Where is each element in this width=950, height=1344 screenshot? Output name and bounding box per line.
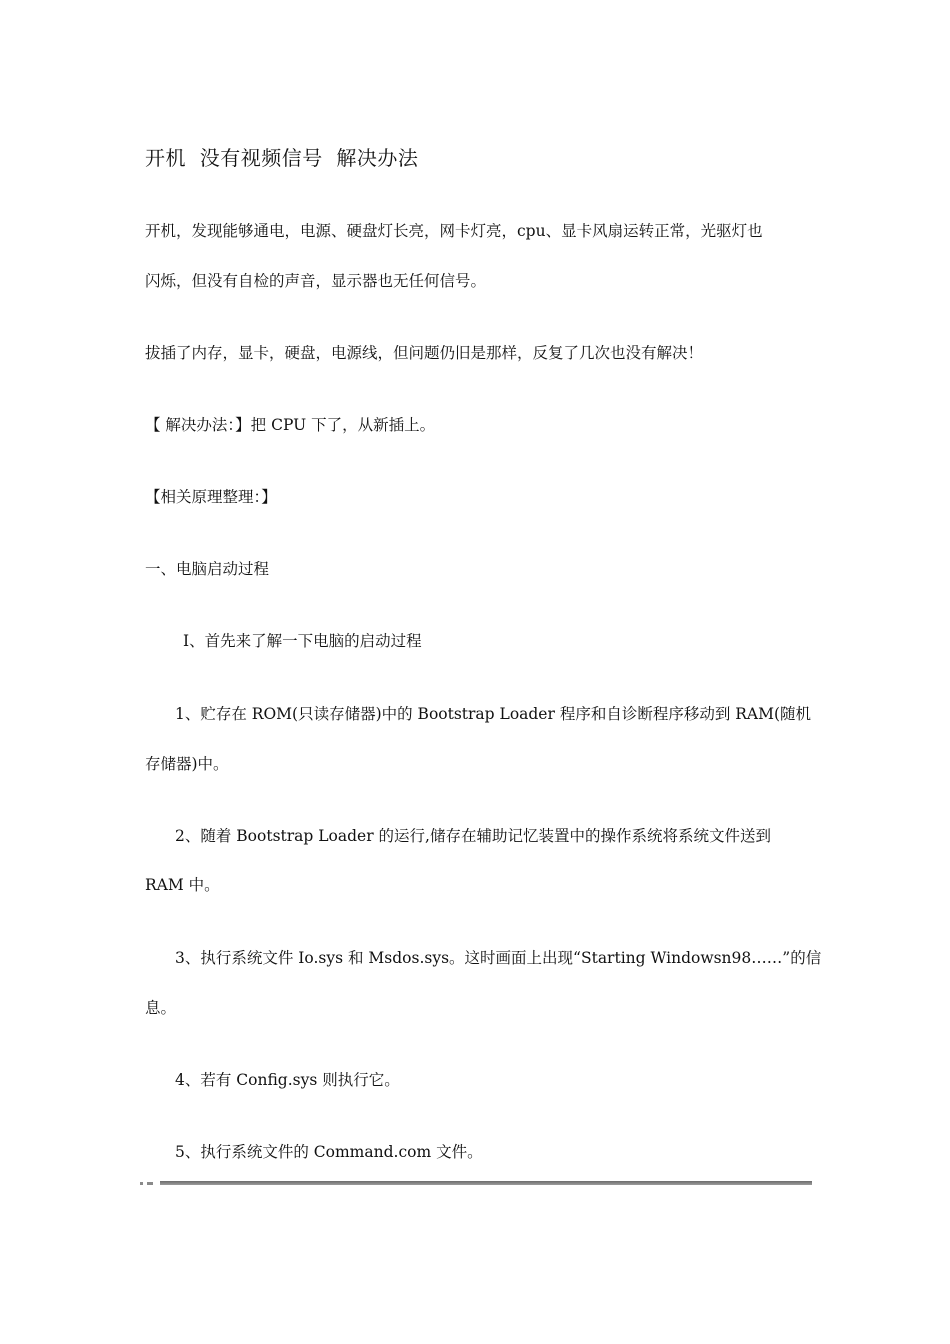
step-5: 5、执行系统文件的 Command.com 文件。	[175, 1143, 483, 1161]
principle-heading: 【相关原理整理：】	[145, 488, 277, 506]
divider-dot	[140, 1182, 143, 1185]
section-heading-boot-process: 一、电脑启动过程	[145, 560, 270, 578]
page-title: 开机 没有视频信号 解决办法	[145, 146, 419, 170]
step-2-line-1: 2、随着 Bootstrap Loader 的运行,储存在辅助记忆装置中的操作系统将系统文件送到	[175, 827, 771, 845]
footer-divider	[140, 1180, 812, 1188]
divider-bar	[160, 1181, 812, 1185]
step-3-line-1: 3、执行系统文件 Io.sys 和 Msdos.sys。这时画面上出现“Starting Windowsn98……”的信	[175, 949, 822, 967]
divider-dot	[147, 1182, 153, 1185]
step-2-line-2: RAM 中。	[145, 876, 220, 894]
paragraph-symptoms-line-2: 闪烁，但没有自检的声音，显示器也无任何信号。	[145, 272, 487, 290]
subsection-heading: Ⅰ、首先来了解一下电脑的启动过程	[183, 632, 422, 650]
step-3-line-2: 息。	[145, 999, 177, 1017]
step-4: 4、若有 Config.sys 则执行它。	[175, 1071, 400, 1089]
step-1-line-2: 存储器)中。	[145, 755, 229, 773]
step-1-line-1: 1、贮存在 ROM(只读存储器)中的 Bootstrap Loader 程序和自诊断程序移动到 RAM(随机	[175, 705, 812, 723]
solution-line: 【 解决办法：】把 CPU 下了，从新插上。	[145, 416, 436, 434]
paragraph-symptoms-line-1: 开机，发现能够通电，电源、硬盘灯长亮，网卡灯亮，cpu、显卡风扇运转正常，光驱灯也	[145, 222, 763, 240]
paragraph-attempts: 拔插了内存，显卡，硬盘，电源线，但问题仍旧是那样，反复了几次也没有解决！	[145, 344, 704, 362]
